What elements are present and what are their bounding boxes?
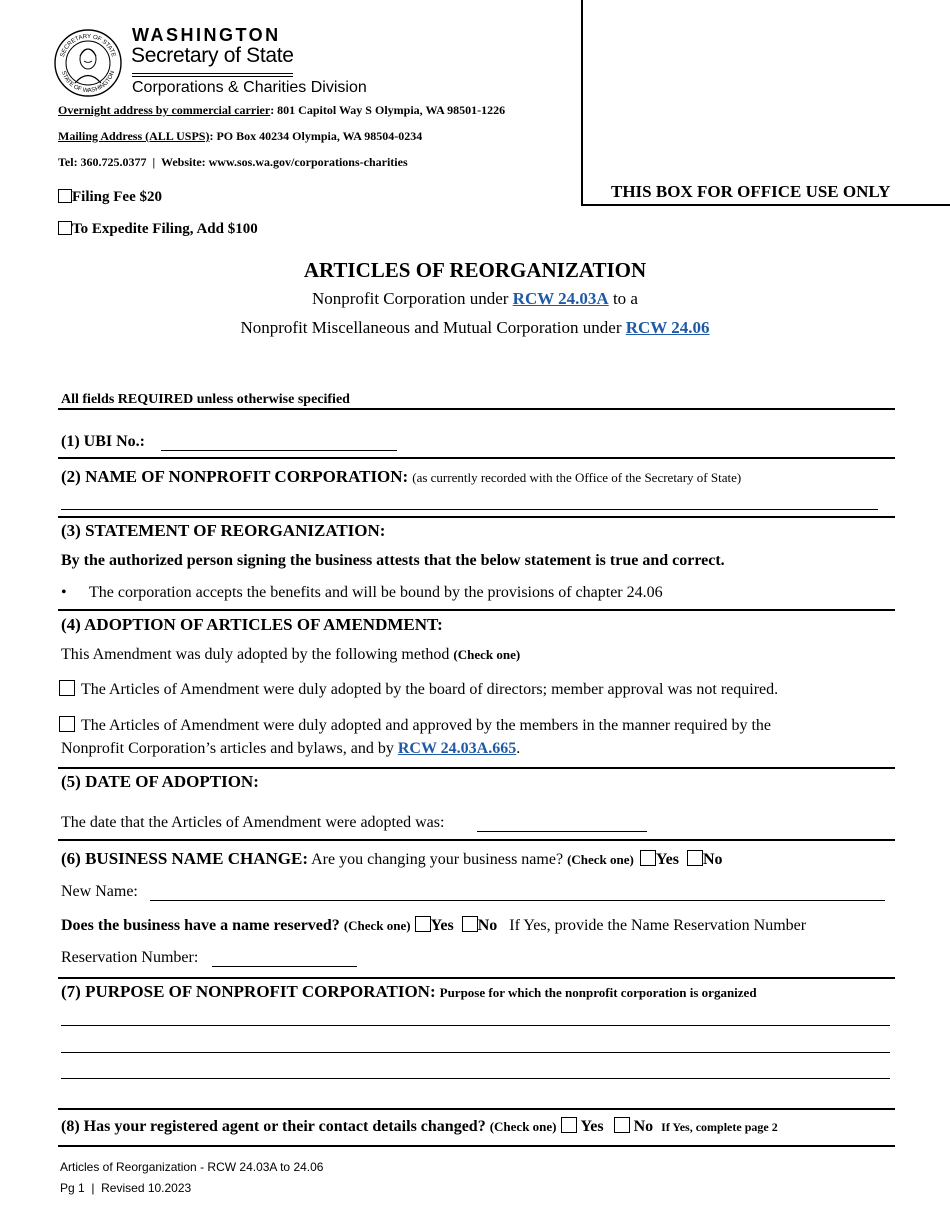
rcw-2403a665-link[interactable]: RCW 24.03A.665 xyxy=(397,740,517,757)
purpose-line-2[interactable] xyxy=(61,1052,890,1053)
expedite-checkbox[interactable] xyxy=(58,221,72,235)
section-8-label: (8) Has your registered agent or their contact details changed? xyxy=(61,1118,486,1135)
seal-top-text: SECRETARY OF STATE xyxy=(59,33,117,58)
name-change-yes-label: Yes xyxy=(655,851,679,868)
section-8-row xyxy=(61,1117,778,1136)
reservation-number-input[interactable] xyxy=(212,966,357,967)
check-one-note: (Check one) xyxy=(489,1119,557,1134)
mailing-label: Mailing Address (ALL USPS) xyxy=(58,129,210,143)
name-reserved-yes-checkbox[interactable] xyxy=(415,916,431,932)
section-3-bullet-text: The corporation accepts the benefits and will be bound by the provisions of chapter 24.06 xyxy=(89,584,663,601)
name-reserved-no-label: No xyxy=(477,917,498,934)
title-line-1-pre: Nonprofit Corporation under xyxy=(312,289,513,308)
ubi-label: (1) UBI No.: xyxy=(61,433,145,450)
overnight-label: Overnight address by commercial carrier xyxy=(58,103,271,117)
section-4-option-1 xyxy=(59,680,778,699)
new-name-label: New Name: xyxy=(61,883,138,900)
title-line-1 xyxy=(0,289,950,309)
section-3-label: (3) STATEMENT OF REORGANIZATION: xyxy=(61,521,386,540)
name-reserved-yes-label: Yes xyxy=(430,917,454,934)
agent-changed-yes-checkbox[interactable] xyxy=(561,1117,577,1133)
footer-form-name: Articles of Reorganization - RCW 24.03A to 24.06 xyxy=(60,1160,324,1174)
section-3-bullet xyxy=(61,584,663,602)
agent-changed-no-label: No xyxy=(633,1118,654,1135)
period: . xyxy=(516,740,521,757)
divider xyxy=(58,408,895,410)
name-change-yes-checkbox[interactable] xyxy=(640,850,656,866)
mailing-address xyxy=(58,129,422,144)
section-4-option-1-text: The Articles of Amendment were duly adopted by the board of directors; member approval was not required. xyxy=(81,681,779,698)
agent-changed-yes-label: Yes xyxy=(580,1118,604,1135)
check-one-note: (Check one) xyxy=(343,918,411,933)
divider xyxy=(58,1145,895,1147)
section-6-label: (6) BUSINESS NAME CHANGE: xyxy=(61,849,308,868)
agency-division: Corporations & Charities Division xyxy=(132,79,367,96)
office-use-box xyxy=(581,0,950,206)
section-4-intro xyxy=(61,646,520,664)
check-one-note: (Check one) xyxy=(453,647,521,662)
contact-info: Tel: 360.725.0377 | Website: www.sos.wa.gov/corporations-charities xyxy=(58,155,408,169)
divider xyxy=(58,609,895,611)
section-7-heading xyxy=(61,982,757,1002)
section-5-label: (5) DATE OF ADOPTION: xyxy=(61,772,259,791)
divider xyxy=(58,767,895,769)
section-4-option-2-cont xyxy=(61,740,520,758)
name-reserved-question: Does the business have a name reserved? xyxy=(61,917,340,934)
name-change-no-label: No xyxy=(702,851,723,868)
title-line-2-pre: Nonprofit Miscellaneous and Mutual Corporation under xyxy=(240,318,626,337)
rcw-2406-link[interactable]: RCW 24.06 xyxy=(625,318,710,337)
state-seal xyxy=(53,28,123,98)
section-6-heading xyxy=(61,849,723,869)
purpose-line-1[interactable] xyxy=(61,1025,890,1026)
section-4-intro-text: This Amendment was duly adopted by the following method xyxy=(61,646,454,663)
expedite-label: To Expedite Filing, Add $100 xyxy=(72,221,258,237)
rcw-2403a-link[interactable]: RCW 24.03A xyxy=(512,289,609,308)
reservation-number-label: Reservation Number: xyxy=(61,949,199,966)
agency-subtitle: Secretary of State xyxy=(131,44,294,67)
title-line-2 xyxy=(0,318,950,338)
title-line-1-post: to a xyxy=(608,289,638,308)
divider xyxy=(58,516,895,518)
expedite-row xyxy=(58,221,258,238)
section-3-attest: By the authorized person signing the business attests that the below statement is true and correct. xyxy=(61,552,725,569)
divider xyxy=(58,839,895,841)
new-name-input[interactable] xyxy=(150,900,885,901)
section-4-option-2 xyxy=(59,716,771,735)
agent-changed-no-checkbox[interactable] xyxy=(614,1117,630,1133)
mailing-value: : PO Box 40234 Olympia, WA 98504-0234 xyxy=(209,129,423,143)
board-adoption-checkbox[interactable] xyxy=(59,680,75,696)
agency-name: WASHINGTON xyxy=(132,25,281,45)
filing-fee-row xyxy=(58,189,162,206)
check-one-note: (Check one) xyxy=(567,852,634,867)
agency-rule-2 xyxy=(132,76,293,77)
divider xyxy=(58,457,895,459)
name-reserved-no-checkbox[interactable] xyxy=(462,916,478,932)
adoption-date-input[interactable] xyxy=(477,831,647,832)
section-4-label: (4) ADOPTION OF ARTICLES OF AMENDMENT: xyxy=(61,615,443,634)
bullet-icon: • xyxy=(61,584,67,601)
seal-bottom-text: STATE OF WASHINGTON xyxy=(59,70,117,95)
section-5-text: The date that the Articles of Amendment were adopted was: xyxy=(61,814,445,831)
section-4-option-2-cont-text: Nonprofit Corporation’s articles and bylaws, and by xyxy=(61,740,398,757)
filing-fee-checkbox[interactable] xyxy=(58,189,72,203)
purpose-line-3[interactable] xyxy=(61,1078,890,1079)
divider xyxy=(58,977,895,979)
section-2-heading xyxy=(61,467,741,487)
name-reserved-row xyxy=(61,916,806,935)
required-note: All fields REQUIRED unless otherwise specified xyxy=(61,392,350,407)
section-7-label: (7) PURPOSE OF NONPROFIT CORPORATION: xyxy=(61,982,436,1001)
section-8-note: If Yes, complete page 2 xyxy=(661,1120,778,1134)
name-change-no-checkbox[interactable] xyxy=(687,850,703,866)
page-title: ARTICLES OF REORGANIZATION xyxy=(303,258,647,282)
overnight-address xyxy=(58,103,505,118)
footer-page-info: Pg 1 | Revised 10.2023 xyxy=(60,1181,192,1195)
divider xyxy=(58,1108,895,1110)
corporation-name-input[interactable] xyxy=(61,509,878,510)
section-7-note: Purpose for which the nonprofit corporation is organized xyxy=(439,985,757,1000)
section-2-label: (2) NAME OF NONPROFIT CORPORATION: xyxy=(61,467,409,486)
filing-fee-label: Filing Fee $20 xyxy=(72,189,162,205)
name-reserved-hint: If Yes, provide the Name Reservation Number xyxy=(509,917,807,934)
member-adoption-checkbox[interactable] xyxy=(59,716,75,732)
ubi-input[interactable] xyxy=(161,450,397,451)
overnight-value: : 801 Capitol Way S Olympia, WA 98501-1226 xyxy=(270,103,506,117)
section-2-note: (as currently recorded with the Office of the Secretary of State) xyxy=(412,470,742,485)
office-use-label: THIS BOX FOR OFFICE USE ONLY xyxy=(611,182,891,201)
section-4-option-2-text: The Articles of Amendment were duly adopted and approved by the members in the manner required by the xyxy=(81,717,772,734)
section-6-question: Are you changing your business name? xyxy=(308,851,568,868)
agency-rule xyxy=(132,73,293,74)
